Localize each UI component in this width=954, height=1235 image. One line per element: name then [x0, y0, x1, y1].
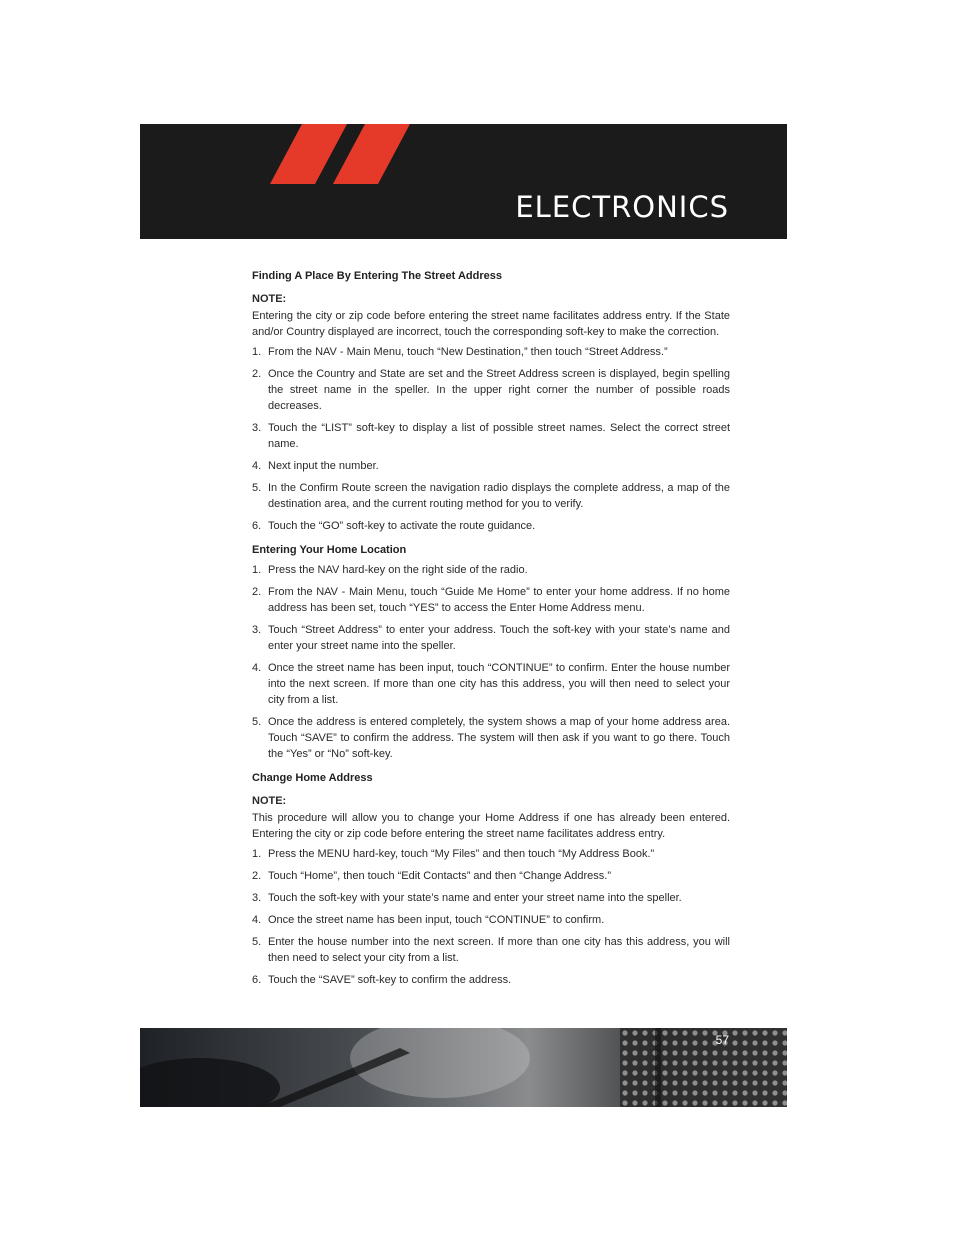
- steps-list-street-address: [252, 344, 730, 534]
- list-item: [252, 660, 730, 708]
- step-text: Once the street name has been input, touch “CONTINUE” to confirm. Enter the house number into the next screen. If more than one city has this address, you will then need to select your city from a list.: [268, 662, 730, 706]
- step-number: 1.: [252, 848, 262, 860]
- racing-stripe-left: [270, 124, 347, 184]
- steps-list-change-home: [252, 846, 730, 988]
- step-number: 6.: [252, 520, 262, 532]
- step-text: From the NAV - Main Menu, touch “New Destination,” then touch “Street Address.”: [268, 346, 668, 358]
- list-item: [252, 518, 730, 534]
- section-heading-home-location: Entering Your Home Location: [252, 544, 407, 556]
- step-number: 3.: [252, 624, 262, 636]
- step-text: Next input the number.: [268, 460, 379, 472]
- step-number: 2.: [252, 870, 262, 882]
- step-number: 5.: [252, 936, 262, 948]
- footer-photo-banner: [140, 1028, 787, 1107]
- steps-list-home-location: [252, 562, 730, 762]
- footer-background-image: [140, 1028, 787, 1107]
- note-text: This procedure will allow you to change your Home Address if one has already been entered. Entering the city or zip code before entering the street name facilitates address entry.: [252, 812, 730, 840]
- step-text: Once the street name has been input, touch “CONTINUE” to confirm.: [268, 914, 605, 926]
- step-number: 2.: [252, 368, 262, 380]
- list-item: [252, 458, 730, 474]
- list-item: [252, 344, 730, 360]
- step-text: Enter the house number into the next screen. If more than one city has this address, you will then need to select your city from a list.: [268, 936, 730, 964]
- note-label: NOTE:: [252, 293, 287, 305]
- step-text: Touch the “LIST” soft-key to display a list of possible street names. Select the correct street name.: [268, 422, 730, 450]
- step-text: Touch the “GO” soft-key to activate the route guidance.: [268, 520, 536, 532]
- note-text: Entering the city or zip code before entering the street name facilitates address entry. If the State and/or Country displayed are incorrect, touch the corresponding soft-key to make the correction.: [252, 310, 730, 338]
- list-item: [252, 934, 730, 966]
- note-label: NOTE:: [252, 795, 287, 807]
- step-number: 4.: [252, 460, 262, 472]
- step-number: 3.: [252, 422, 262, 434]
- step-number: 4.: [252, 914, 262, 926]
- step-text: Touch “Home”, then touch “Edit Contacts” and then “Change Address.”: [268, 870, 612, 882]
- racing-stripe-right: [333, 124, 410, 184]
- step-text: Press the MENU hard-key, touch “My Files” and then touch “My Address Book.”: [268, 848, 655, 860]
- section-title: ELECTRONICS: [515, 190, 729, 224]
- step-number: 1.: [252, 346, 262, 358]
- step-number: 3.: [252, 892, 262, 904]
- step-text: Once the address is entered completely, the system shows a map of your home address area. Touch “SAVE” to confirm the address. The system will then ask if you want to go there. Touch the “Yes” or “No” soft-key.: [268, 716, 730, 760]
- list-item: [252, 562, 730, 578]
- step-text: In the Confirm Route screen the navigation radio displays the complete address, a map of the destination area, and the current routing method for you to verify.: [268, 482, 730, 510]
- list-item: [252, 714, 730, 762]
- list-item: [252, 366, 730, 414]
- page-number: 57: [715, 1033, 729, 1047]
- list-item: [252, 972, 730, 988]
- step-number: 2.: [252, 586, 262, 598]
- section-heading-change-home: Change Home Address: [252, 772, 373, 784]
- step-number: 5.: [252, 716, 262, 728]
- step-number: 4.: [252, 662, 262, 674]
- step-number: 5.: [252, 482, 262, 494]
- list-item: [252, 584, 730, 616]
- step-text: Touch the “SAVE” soft-key to confirm the address.: [268, 974, 512, 986]
- step-number: 6.: [252, 974, 262, 986]
- step-text: Touch the soft-key with your state’s name and enter your street name into the speller.: [268, 892, 682, 904]
- list-item: [252, 420, 730, 452]
- list-item: [252, 846, 730, 862]
- step-text: Press the NAV hard-key on the right side of the radio.: [268, 564, 528, 576]
- list-item: [252, 868, 730, 884]
- step-text: Once the Country and State are set and the Street Address screen is displayed, begin spelling the street name in the speller. In the upper right corner the number of possible roads decreases.: [268, 368, 730, 412]
- step-text: Touch “Street Address” to enter your address. Touch the soft-key with your state’s name and enter your street name into the speller.: [268, 624, 730, 652]
- list-item: [252, 480, 730, 512]
- section-header-banner: [140, 124, 787, 239]
- main-content: [252, 268, 730, 994]
- section-heading-street-address: Finding A Place By Entering The Street Address: [252, 270, 502, 282]
- list-item: [252, 912, 730, 928]
- list-item: [252, 890, 730, 906]
- list-item: [252, 622, 730, 654]
- step-text: From the NAV - Main Menu, touch “Guide Me Home” to enter your home address. If no home address has been set, touch “YES” to access the Enter Home Address menu.: [268, 586, 730, 614]
- step-number: 1.: [252, 564, 262, 576]
